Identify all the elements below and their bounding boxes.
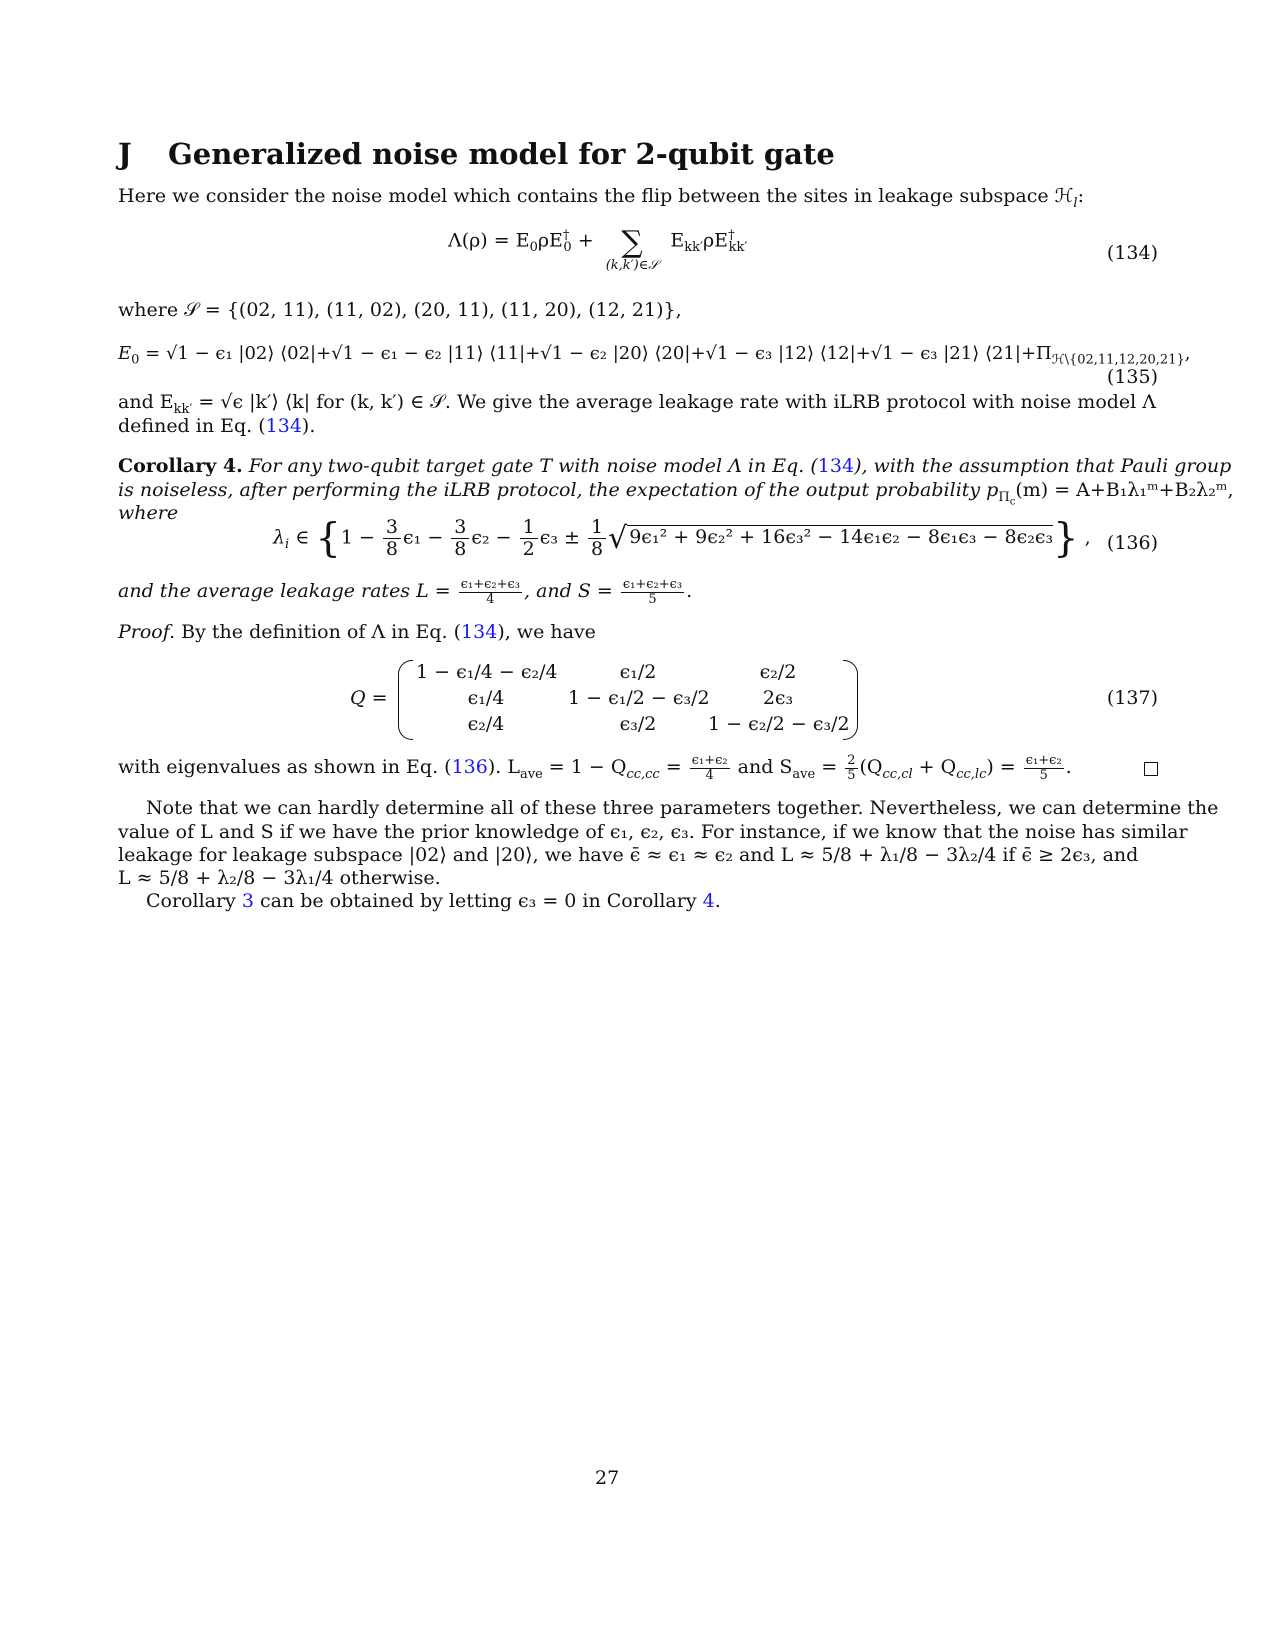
rates-text-c: . <box>686 580 693 603</box>
sum-symbol: ∑ <box>621 225 643 260</box>
equation-135 <box>118 342 1190 369</box>
intro-paragraph <box>118 184 1084 213</box>
matrix-cell: ϵ₁/4 <box>467 687 505 709</box>
eig-frac-3 <box>1024 754 1064 782</box>
eq136-lhs-sub: i <box>285 537 290 553</box>
intro-end: : <box>1077 185 1084 207</box>
matrix-cell: 1 − ϵ₂/2 − ϵ₃/2 <box>708 713 850 735</box>
eq134-lhs: Λ(ρ) = E <box>448 229 530 252</box>
eq135-body: = √1 − ϵ₁ |02⟩ ⟨02|+√1 − ϵ₁ − ϵ₂ |11⟩ ⟨11|+√1 − ϵ₂ |20⟩ ⟨20|+√1 − ϵ₃ |12⟩ ⟨12|+√1 − ϵ₃ |21⟩ ⟨21|+Π <box>139 343 1052 364</box>
proof-text-b: ), we have <box>497 621 596 643</box>
equation-136-number: (136) <box>1106 532 1158 554</box>
sum-index: (k,k′)∈𝒮 <box>605 258 659 273</box>
matrix-cell: ϵ₃/2 <box>619 713 657 735</box>
eq136-end: , <box>1078 526 1091 549</box>
eq136-in: ∈ <box>289 526 316 549</box>
eig-frac-1 <box>690 754 730 782</box>
section-title: Generalized noise model for 2-qubit gate <box>168 137 835 171</box>
rates-text-b: , and S = <box>523 580 619 603</box>
eq134-mid: ρE <box>537 229 563 252</box>
frac-denominator: 2 <box>522 537 535 560</box>
note-line-3: leakage for leakage subspace |02⟩ and |20⟩, we have ϵ̄ ≈ ϵ₁ ≈ ϵ₂ and L ≈ 5/8 + λ₁/8 − 3λ₂/4 if ϵ̄ ≥ 2ϵ₃, and <box>118 844 1139 866</box>
frac-denominator: 8 <box>591 537 604 560</box>
matrix-Q-label: Q = <box>350 687 388 709</box>
frac-denominator: 8 <box>385 537 399 560</box>
ekk-text-a: and E <box>118 391 174 413</box>
corollary-line2-text: is noiseless, after performing the iLRB protocol, the expectation of the output probability p <box>118 479 999 501</box>
frac-numerator: 3 <box>383 517 401 539</box>
frac-numerator: 1 <box>520 517 538 539</box>
eig-text-g: (Q <box>859 756 883 779</box>
eq134-plus: + <box>571 229 600 252</box>
eq136-frac-3 <box>520 517 538 560</box>
equation-134: $\Lambda(\rho) = E_0\rho E^\dagger_0$ + ∑ (k,k′)∈𝒮 $E_{kk'}\rho E^\dagger_{kk'}$ <box>448 225 748 273</box>
ekk-line2-a: defined in Eq. ( <box>118 415 266 437</box>
right-brace: } <box>1053 515 1079 562</box>
eq-ref-link[interactable]: 134 <box>265 415 302 437</box>
corollary-line2-end: (m) = A+B₁λ₁ᵐ+B₂λ₂ᵐ, <box>1015 479 1234 501</box>
matrix-cell: ϵ₁/2 <box>619 661 657 683</box>
ekk-subscript: kk′ <box>173 401 193 417</box>
eig-h-sub: cc,lc <box>956 766 987 782</box>
eq135-tail: , <box>1184 343 1191 364</box>
eig-text-e: and S <box>731 756 793 779</box>
ekk-text-b: = √ϵ |k′⟩ ⟨k| for (k, k′) ∈ 𝒮. We give the average leakage rate with iLRB protocol with noise model Λ <box>192 391 1157 413</box>
eig-S-sub: ave <box>792 766 816 782</box>
eq134-term-mid: ρE <box>703 229 729 252</box>
left-paren <box>398 660 413 740</box>
S-fraction <box>621 578 684 606</box>
frac-numerator: 2 <box>847 753 856 768</box>
note-line-4: L ≈ 5/8 + λ₂/8 − 3λ₁/4 otherwise. <box>118 867 441 889</box>
pi-symbol: Π <box>998 489 1010 505</box>
left-brace: { <box>315 515 341 562</box>
eig-text-f: = <box>815 756 844 779</box>
eq136-frac-1 <box>383 517 401 560</box>
eq135-pi-sub: ℋ\{02,11,12,20,21} <box>1051 352 1185 368</box>
note-l5-a: Corollary <box>146 890 242 912</box>
note-line-2: value of L and S if we have the prior knowledge of ϵ₁, ϵ₂, ϵ₃. For instance, if we know that the noise has similar <box>118 821 1188 843</box>
eig-frac-2 <box>845 754 857 782</box>
corollary-line-2 <box>118 478 1234 508</box>
sqrt-body: 9ϵ₁² + 9ϵ₂² + 16ϵ₃² − 14ϵ₁ϵ₂ − 8ϵ₁ϵ₃ − 8ϵ₂ϵ₃ <box>629 526 1054 549</box>
frac-numerator: 3 <box>451 517 469 539</box>
note-l5-b: can be obtained by letting ϵ₃ = 0 in Corollary <box>253 890 703 912</box>
eq-ref-link[interactable]: 136 <box>451 756 488 779</box>
eig-text-j: . <box>1065 756 1072 779</box>
frac-denominator: 5 <box>1039 767 1048 783</box>
eq136-term-3: ϵ₃ ± <box>539 526 586 549</box>
eq136-frac-4 <box>588 517 606 560</box>
eq134-term: E <box>670 229 685 252</box>
eq134-lhs-sub: 0 <box>529 240 538 256</box>
frac-denominator: 5 <box>648 591 657 607</box>
eq136-term-1: ϵ₁ − <box>403 526 450 549</box>
ekk-line2-b: ). <box>301 415 316 437</box>
where-line: where 𝒮 = {(02, 11), (11, 02), (20, 11), (11, 20), (12, 21)}, <box>118 299 682 321</box>
eigenvalue-line <box>118 754 1072 784</box>
proof-label: Proof. <box>118 621 176 643</box>
eq136-lhs: λ <box>273 526 286 549</box>
page-number: 27 <box>595 1467 620 1489</box>
eq134-term-dag-sub: kk′ <box>728 240 748 256</box>
proof-text-a: By the definition of Λ in Eq. ( <box>175 621 462 643</box>
eq134-term-sub: kk′ <box>684 240 704 256</box>
eq136-one: 1 − <box>340 526 381 549</box>
eq134-sum <box>605 225 659 275</box>
frac-denominator: 8 <box>454 537 467 560</box>
eig-text-a: with eigenvalues as shown in Eq. ( <box>118 756 452 779</box>
intro-text: Here we consider the noise model which contains the flip between the sites in leakage subspace ℋ <box>118 185 1074 207</box>
corollary-line-3: where <box>118 502 179 524</box>
note-line-1: Note that we can hardly determine all of these three parameters together. Nevertheless, we can determine the <box>146 797 1219 819</box>
frac-numerator: ϵ₁+ϵ₂ <box>1025 753 1062 768</box>
eq134-dag-sub: 0 <box>563 240 572 256</box>
equation-135-number: (135) <box>1106 366 1158 388</box>
frac-numerator: ϵ₁+ϵ₂+ϵ₃ <box>460 577 520 592</box>
matrix-Q <box>398 660 858 738</box>
frac-denominator: 4 <box>486 591 495 607</box>
frac-denominator: 5 <box>847 767 856 783</box>
corollary-text-b: ), with the assumption that Pauli group <box>854 455 1232 477</box>
note-line-5 <box>146 889 721 914</box>
corollary-line2-sub <box>998 489 1016 508</box>
L-fraction <box>459 578 522 606</box>
eig-L-sub: ave <box>519 766 543 782</box>
matrix-cell: ϵ₂/2 <box>759 661 797 683</box>
intro-subscript: l <box>1073 195 1078 211</box>
eq135-lhs-sub: 0 <box>131 352 140 368</box>
frac-numerator: ϵ₁+ϵ₂+ϵ₃ <box>622 577 683 592</box>
sqrt-sign: √ <box>608 520 628 556</box>
eig-text-d: = <box>659 756 688 779</box>
matrix-cell: 2ϵ₃ <box>762 687 794 709</box>
eig-text-i: ) = <box>986 756 1022 779</box>
matrix-cell: 1 − ϵ₁/4 − ϵ₂/4 <box>416 661 558 683</box>
eq136-term-2: ϵ₂ − <box>471 526 518 549</box>
corollary-label: Corollary 4. <box>118 455 243 477</box>
note-l5-c: . <box>714 890 721 912</box>
corollary-ref-link[interactable]: 3 <box>241 890 254 912</box>
equation-137-number: (137) <box>1106 687 1158 709</box>
matrix-cell: ϵ₂/4 <box>467 713 505 735</box>
eig-text-h: + Q <box>912 756 957 779</box>
eq135-lhs: E <box>118 343 132 364</box>
corollary-text-a: For any two-qubit target gate T with noise model Λ in Eq. ( <box>242 455 818 477</box>
rates-text-a: and the average leakage rates L = <box>118 580 457 603</box>
frac-denominator: 4 <box>705 767 714 783</box>
qed-box-icon <box>1144 762 1158 776</box>
proof-line <box>118 620 596 645</box>
equation-134-number: (134) <box>1106 242 1158 264</box>
eig-text-b: ). L <box>487 756 520 779</box>
eig-g-sub: cc,cl <box>882 766 913 782</box>
eq-ref-link[interactable]: 134 <box>461 621 498 643</box>
corollary-line-1 <box>118 454 1231 479</box>
section-number: J <box>118 137 132 171</box>
corollary-rates <box>118 578 692 606</box>
section-heading <box>118 136 835 174</box>
eq-ref-link[interactable]: 134 <box>817 455 855 477</box>
eig-Q-sub: cc,cc <box>626 766 660 782</box>
pi-subsub: c <box>1009 496 1016 508</box>
eig-text-c: = 1 − Q <box>542 756 627 779</box>
eq136-frac-2 <box>451 517 469 560</box>
frac-numerator: 1 <box>588 517 606 539</box>
ekk-line-2 <box>118 414 315 439</box>
equation-136 <box>273 517 1091 560</box>
matrix-cell: 1 − ϵ₁/2 − ϵ₃/2 <box>568 687 710 709</box>
frac-numerator: ϵ₁+ϵ₂ <box>691 753 728 768</box>
corollary-ref-link[interactable]: 4 <box>702 890 715 912</box>
